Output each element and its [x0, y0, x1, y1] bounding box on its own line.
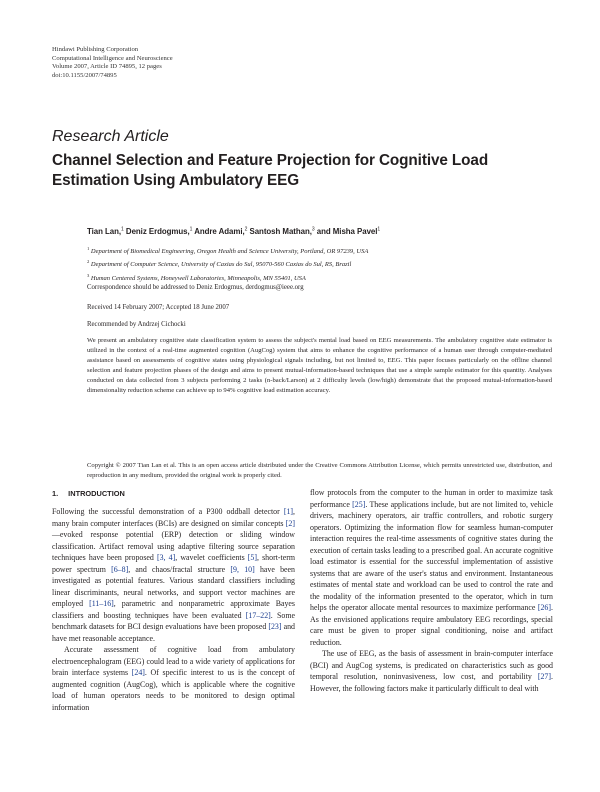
citation-link[interactable]: [6–8]	[111, 564, 129, 574]
citation-link[interactable]: [11–16]	[89, 599, 114, 608]
author: Santosh Mathan,$^3$	[247, 226, 315, 236]
journal-header	[52, 46, 173, 80]
citation-link[interactable]: [23]	[268, 622, 282, 631]
received-dates: Received 14 February 2007; Accepted 18 June 2007	[87, 304, 230, 311]
publisher: Hindawi Publishing Corporation	[52, 46, 139, 53]
citation-link[interactable]: [27]	[537, 672, 552, 681]
affiliation: $^3$ Human Centered Systems, Honeywell Laboratories, Minneapolis, MN 55401, USA	[87, 272, 306, 282]
affiliation: $^2$ Department of Computer Science, University of Caxias do Sul, 95070-560 Caxias do Sul, RS, Brazil	[87, 259, 352, 269]
copyright-notice: Copyright © 2007 Tian Lan et al. This is an open access article distributed under the Creative Commons Attribution License, which permits unrestricted use, distribution, and reproduction in any medium, provided the original work is properly cited.	[87, 462, 552, 479]
intro-paragraph: flow protocols from the computer to the human in order to maximize task performance [25]. These applications include, but are not limited to, vehicle drivers, machinery operators, air traffic controllers, and robotic surgery operators. Optimizing the information flow for seamless human-computer interaction requires the real-time assessments of cognitive states during the execution of certain tasks leading to a prescribed goal. An accurate cognitive load estimator is essential for the successful implementation of assistive systems that are aware of the user's status and environment. Instantaneous estimates of mental state and workload can be used to control the rate and the modality of the information presented to the operator, which in turn helps the operator allocate mental resources to maximize performance [26]. As the envisioned applications require ambulatory EEG recordings, special care must be given to proper signal conditioning, noise and artifact reduction.	[310, 488, 554, 647]
citation-link[interactable]: [5]	[247, 553, 257, 562]
title-line-2: Estimation Using Ambulatory EEG	[52, 172, 300, 189]
journal-name: Computational Intelligence and Neuroscience	[52, 54, 173, 62]
citation-link[interactable]: [24]	[131, 668, 145, 677]
citation-link[interactable]: [3, 4]	[156, 553, 176, 562]
citation-link[interactable]: [9, 10]	[230, 564, 255, 574]
citation-link[interactable]: [17–22]	[245, 610, 271, 620]
correspondence: Correspondence should be addressed to Deniz Erdogmus, derdogmus@ieee.org	[87, 284, 304, 291]
section-heading	[52, 489, 125, 498]
citation-link[interactable]: [26]	[537, 603, 552, 612]
citation-link[interactable]: [1]	[283, 507, 294, 516]
volume-info: Volume 2007, Article ID 74895, 12 pages	[52, 63, 162, 71]
author: Deniz Erdogmus,$^1$	[123, 226, 193, 236]
author-list	[87, 226, 380, 236]
section-title: INTRODUCTION	[68, 489, 125, 498]
abstract: We present an ambulatory cognitive state classification system to assess the subject's mental load based on EEG measurements. The ambulatory cognitive state estimator is utilized in the context of a real-time augmented cognition (AugCog) system that aims to enhance the cognitive performance of a human user through computer-mediated assistance based on assessments of cognitive states using physiological signals including, but not limited to, EEG. This paper focuses particularly on the offline channel selection and feature projection phases of the design and aims to present mutual-information-based techniques that use a simple sample estimator for this quantity. Analyses conducted on data collected from 3 subjects performing 2 tasks (n-back/Larson) at 2 difficulty levels (low/high) demonstrate that the proposed mutual-information-based dimensionality reduction scheme can achieve up to 94% cognitive load estimation accuracy.	[87, 337, 552, 394]
paper-title	[52, 151, 572, 191]
author: Tian Lan,$^1$	[87, 226, 124, 236]
section-number: 1.	[52, 489, 59, 498]
right-column	[310, 487, 553, 694]
affiliation: $^1$ Department of Biomedical Engineering, Oregon Health and Science University, Portland, OR 97239, USA	[87, 246, 369, 256]
citation-link[interactable]: [2]	[285, 518, 295, 528]
intro-paragraph: The use of EEG, as the basis of assessment in brain-computer interface (BCI) and AugCog systems, is predicated on characteristics such as good temporal resolution, noninvasiveness, low cost, and portability [27]. However, the following factors make it particularly difficult to deal with	[310, 649, 553, 693]
citation-link[interactable]: [25]	[352, 499, 366, 509]
affiliations	[87, 244, 368, 284]
author: and Misha Pavel$^1$	[314, 226, 381, 236]
intro-paragraph: Accurate assessment of cognitive load from ambulatory electroencephalogram (EEG) could lead to a wide variety of applications for brain interface systems [24]. Of specific interest to us is the concept of augmented cognition (AugCog), which is applicable where the cognitive load of human operators needs to be monitored to design optimal information	[52, 645, 295, 712]
author: Andre Adami,$^2$	[192, 226, 248, 236]
article-type: Research Article	[52, 128, 169, 145]
recommended-by: Recommended by Andrzej Cichocki	[87, 321, 186, 328]
doi[interactable]: doi:10.1155/2007/74895	[52, 71, 117, 79]
left-column	[52, 506, 295, 713]
title-line-1: Channel Selection and Feature Projection for Cognitive Load	[52, 152, 489, 169]
intro-paragraph: Following the successful demonstration of a P300 oddball detector [1], many brain computer interfaces (BCIs) are designed on similar concepts [2]—evoked response potential (ERP) detection or sliding window classification. Artifact removal using adaptive filtering source separation techniques have been proposed [3, 4], wavelet coefficients [5], short-term power spectrum [6–8], and chaos/fractal structure [9, 10] have been investigated as potential features. Various standard classifiers including linear discriminants, neural networks, and support vector machines are employed [11–16], parametric and nonparametric approximate Bayes classifiers and boosting techniques have been evaluated [17–22]. Some benchmark datasets for BCI design evaluations have been proposed [23] and have met reasonable acceptance.	[52, 507, 296, 643]
